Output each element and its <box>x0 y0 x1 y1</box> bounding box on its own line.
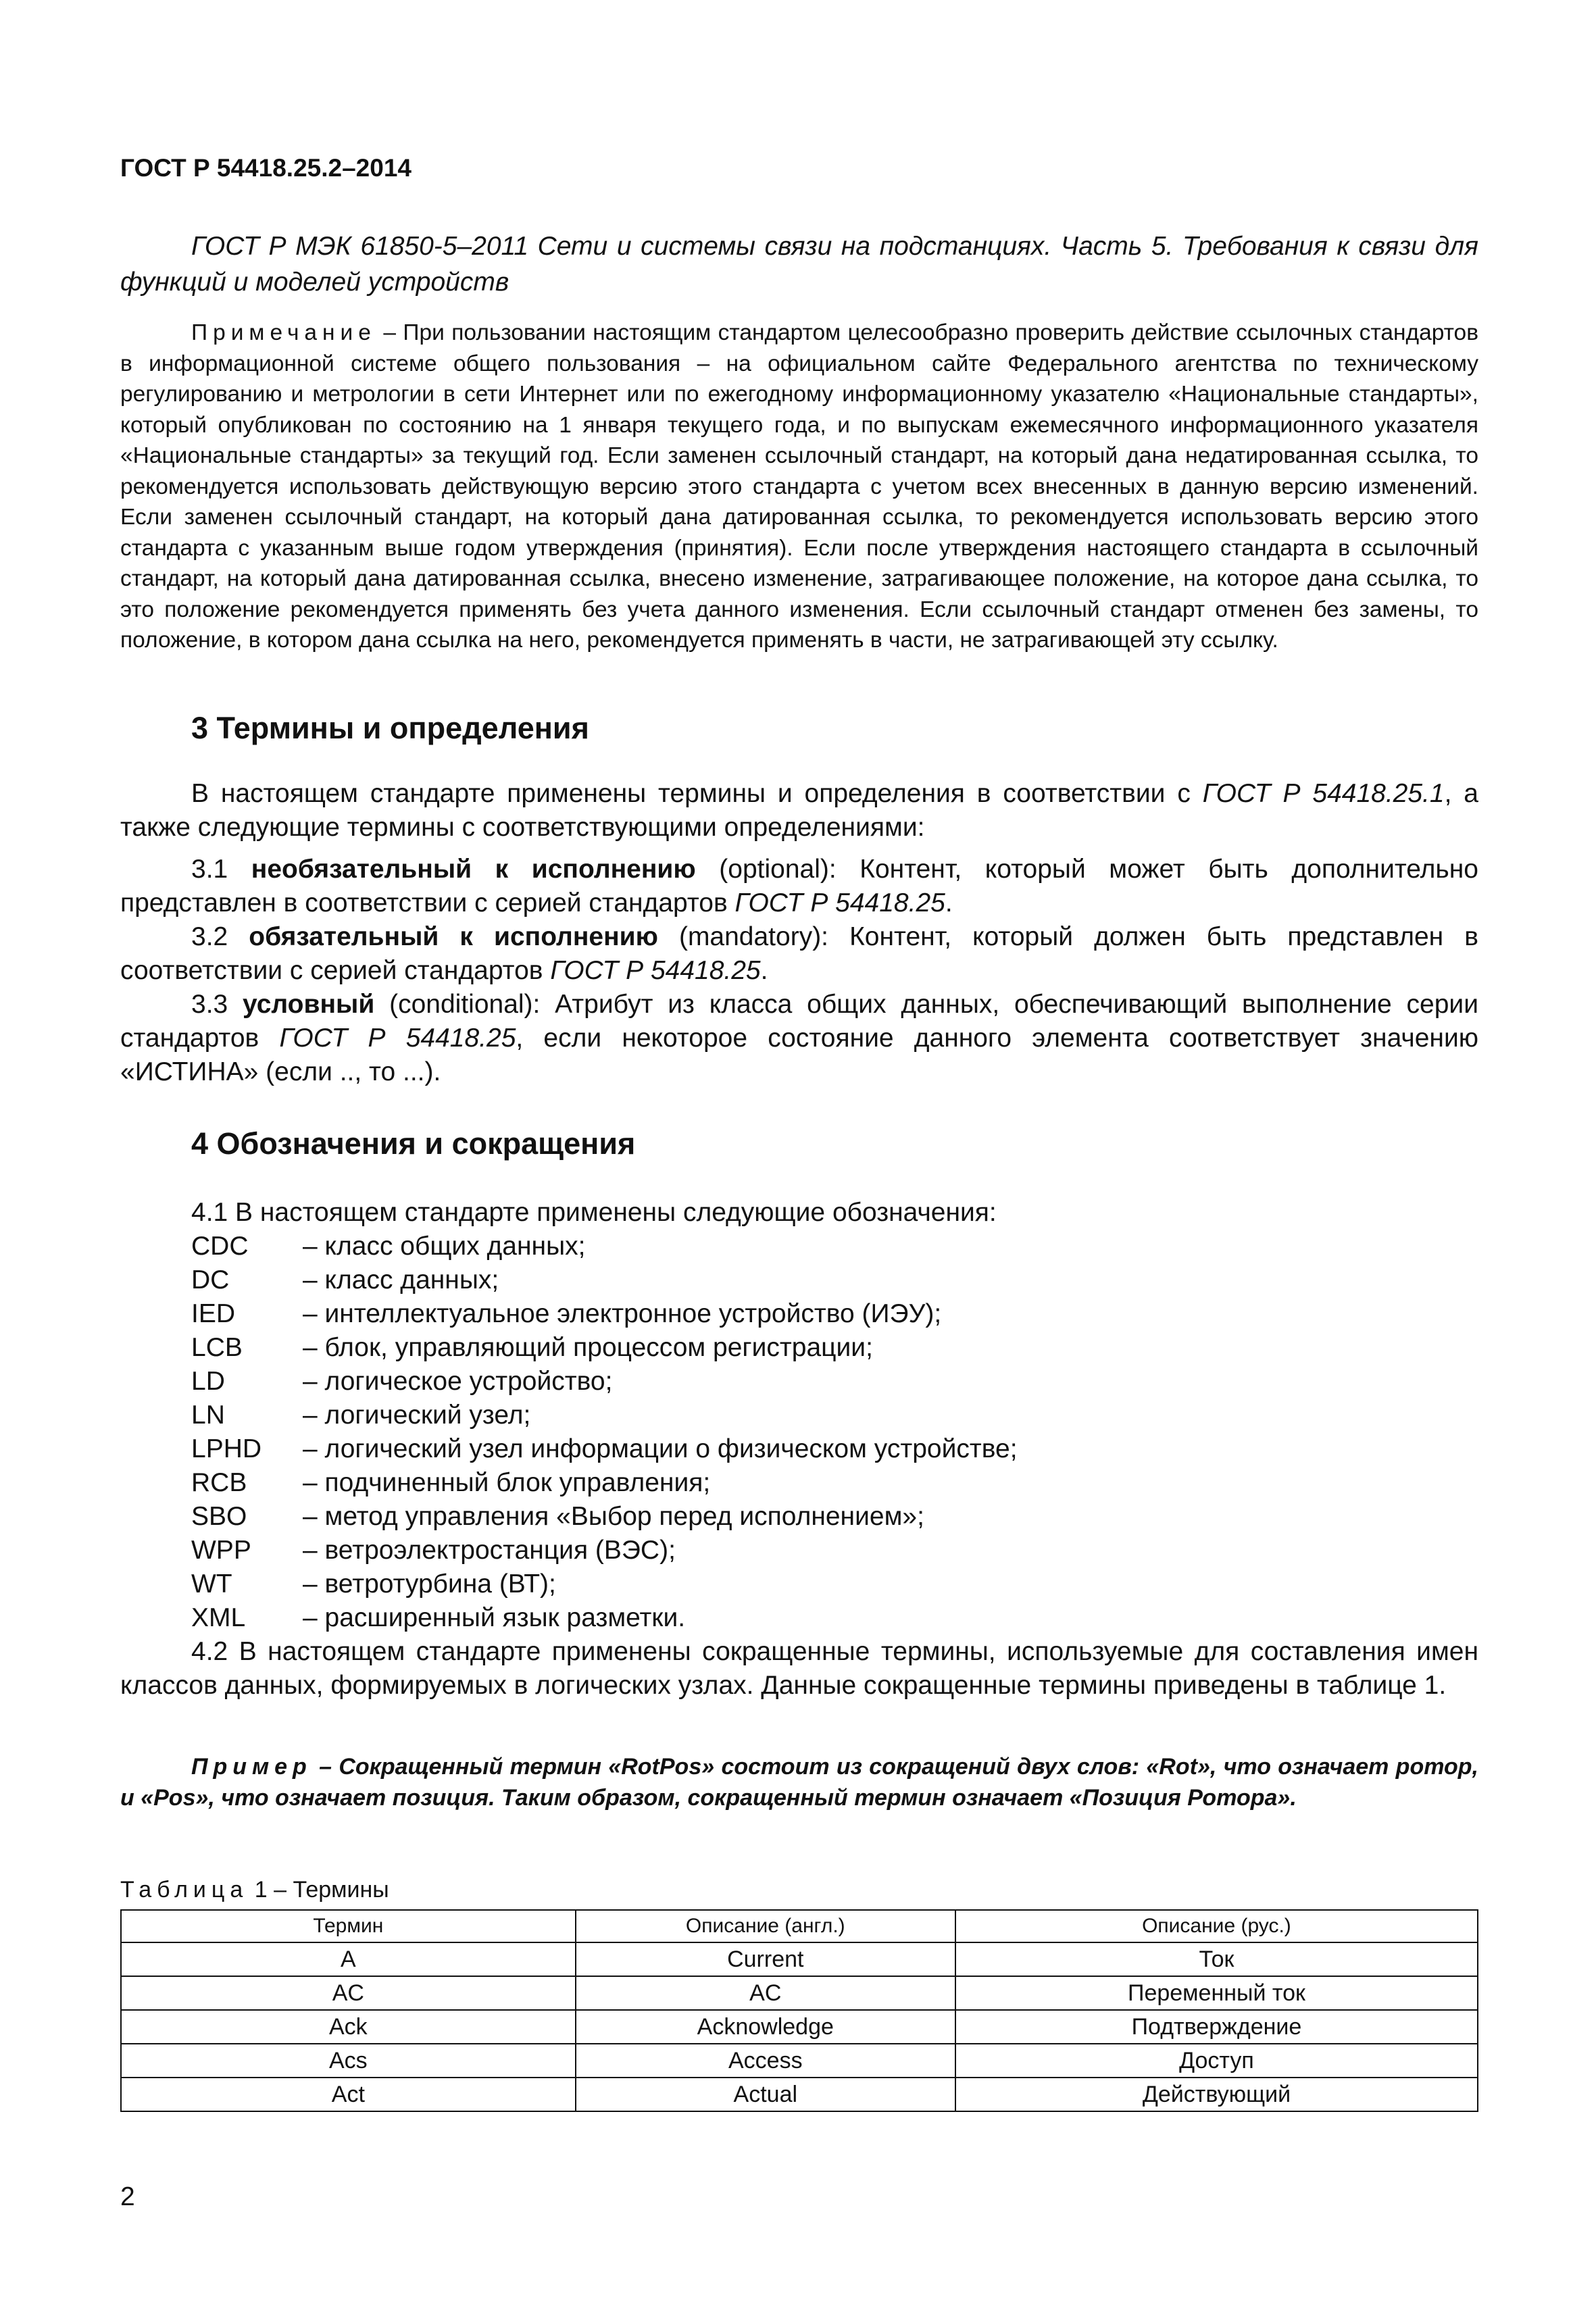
table-cell: AC <box>576 1976 955 2010</box>
table-cell: Acs <box>121 2044 576 2078</box>
term-name: условный <box>243 990 375 1019</box>
note-text: – При пользовании настоящим стандартом целесообразно проверить действие ссылочных стандартов в информационной системе общего пользования – на официальном сайте Федерального агентства по техническому регулированию и метрологии в сети Интернет или по ежегодному информационному указателю «Национальные стандарты», который опубликован по состоянию на 1 января текущего года, и по выпускам ежемесячного информационного указателя «Национальные стандарты» за текущий год. Если заменен ссылочный стандарт, на который дана недатированная ссылка, то рекомендуется использовать действующую версию этого стандарта с учетом всех внесенных в данную версию изменений. Если заменен ссылочный стандарт, на который дана датированная ссылка, то рекомендуется использовать версию этого стандарта с указанным выше годом утверждения (принятия). Если после утверждения настоящего стандарта в ссылочный стандарт, на который дана датированная ссылка, внесено изменение, затрагивающее положение, на которое дана ссылка, то это положение рекомендуется применять без учета данного изменения. Если ссылочный стандарт отменен без замены, то положение, в котором дана ссылка на него, рекомендуется применять в части, не затрагивающей эту ссылку. <box>120 320 1478 653</box>
abbreviation-key: WT <box>191 1569 232 1599</box>
table-cell: Acknowledge <box>576 2010 955 2044</box>
abbreviation-value: – класс данных; <box>303 1265 499 1294</box>
example-text: – Сокращенный термин «RotPos» состоит из сокращений двух слов: «Rot», что означает ротор, и «Pos», что означает позиция. Таким образом, сокращенный термин означает «Позиция Ротора». <box>120 1754 1478 1811</box>
table-caption-label: Таблица <box>120 1877 249 1903</box>
term-reference: ГОСТ Р 54418.25 <box>734 888 945 917</box>
table-cell: Actual <box>576 2078 955 2111</box>
paragraph-4-1: 4.1 В настоящем стандарте применены следующие обозначения: <box>191 1198 997 1227</box>
paragraph-4-2: 4.2 В настоящем стандарте применены сокращенные термины, используемые для составления имен классов данных, формируемых в логических узлах. Данные сокращенные термины приведены в таблице 1. <box>120 1637 1478 1700</box>
table-cell: AC <box>121 1976 576 2010</box>
term-3-1 <box>120 853 1478 920</box>
table-cell: Доступ <box>955 2044 1478 2078</box>
terms-table <box>120 1909 1478 2112</box>
abbreviation-key: XML <box>191 1603 246 1632</box>
term-end: , если некоторое состояние данного элемента соответствует значению «ИСТИНА» (если .., то ...). <box>120 1024 1478 1086</box>
table-cell: Ток <box>955 1942 1478 1976</box>
abbreviation-value: – подчиненный блок управления; <box>303 1468 711 1497</box>
abbreviation-value: – класс общих данных; <box>303 1232 586 1261</box>
table-cell: Current <box>576 1942 955 1976</box>
abbreviation-value: – блок, управляющий процессом регистрации; <box>303 1333 873 1362</box>
abbreviation-key: SBO <box>191 1502 247 1531</box>
table-row <box>121 2044 1478 2078</box>
term-end: . <box>945 888 953 917</box>
table-cell: Act <box>121 2078 576 2111</box>
abbreviation-key: WPP <box>191 1536 251 1565</box>
table-cell: Подтверждение <box>955 2010 1478 2044</box>
table-cell: A <box>121 1942 576 1976</box>
term-end: . <box>760 956 768 985</box>
term-number: 3.3 <box>191 990 243 1019</box>
abbreviation-key: IED <box>191 1299 236 1328</box>
abbreviation-item <box>191 1500 1018 1534</box>
abbreviation-item <box>191 1601 1018 1635</box>
abbreviation-value: – логический узел информации о физическом устройстве; <box>303 1434 1018 1463</box>
abbreviation-key: DC <box>191 1265 230 1294</box>
intro-text-end: , а также следующие термины с соответствующими определениями: <box>120 779 1478 842</box>
example-paragraph <box>120 1751 1478 1813</box>
example-label: Пример <box>191 1754 312 1780</box>
table-caption-text: 1 – Термины <box>248 1877 389 1903</box>
table-header-cell: Описание (рус.) <box>955 1910 1478 1942</box>
abbreviation-key: CDC <box>191 1232 249 1261</box>
abbreviation-item <box>191 1365 1018 1399</box>
abbreviation-item <box>191 1331 1018 1365</box>
table-row <box>121 1942 1478 1976</box>
abbreviation-value: – метод управления «Выбор перед исполнением»; <box>303 1502 924 1531</box>
intro-text: В настоящем стандарте применены термины и определения в соответствии с <box>191 779 1203 808</box>
table-header-cell: Описание (англ.) <box>576 1910 955 1942</box>
section-4-title: 4 Обозначения и сокращения <box>191 1126 636 1161</box>
abbreviation-value: – расширенный язык разметки. <box>303 1603 686 1632</box>
abbreviation-item <box>191 1230 1018 1263</box>
table-row <box>121 2010 1478 2044</box>
abbreviation-value: – логическое устройство; <box>303 1367 613 1396</box>
term-name: обязательный к исполнению <box>249 922 658 951</box>
section-3-title: 3 Термины и определения <box>191 711 589 745</box>
standard-id: ГОСТ Р 54418.25.2–2014 <box>120 154 412 182</box>
table-cell: Действующий <box>955 2078 1478 2111</box>
normative-reference: ГОСТ Р МЭК 61850-5–2011 Сети и системы связи на подстанциях. Часть 5. Требования к связи для функций и моделей устройств <box>120 232 1478 297</box>
term-definition: (conditional): Атрибут из класса общих данных, обеспечивающий выполнение серии стандартов <box>120 990 1478 1053</box>
abbreviation-key: LPHD <box>191 1434 262 1463</box>
term-number: 3.1 <box>191 855 251 884</box>
page-number: 2 <box>120 2182 135 2211</box>
term-3-2 <box>120 920 1478 988</box>
term-name: необязательный к исполнению <box>251 855 696 884</box>
abbreviation-list <box>191 1230 1018 1635</box>
term-definition: (optional): Контент, который может быть дополнительно представлен в соответствии с серией стандартов <box>120 855 1478 917</box>
abbreviation-item <box>191 1432 1018 1466</box>
abbreviation-value: – интеллектуальное электронное устройство (ИЭУ); <box>303 1299 942 1328</box>
table-cell: Переменный ток <box>955 1976 1478 2010</box>
term-number: 3.2 <box>191 922 249 951</box>
table-header-cell: Термин <box>121 1910 576 1942</box>
abbreviation-value: – ветротурбина (ВТ); <box>303 1569 556 1599</box>
term-3-3 <box>120 988 1478 1089</box>
table-header-row <box>121 1910 1478 1942</box>
abbreviation-item <box>191 1263 1018 1297</box>
abbreviation-item <box>191 1534 1018 1567</box>
term-reference: ГОСТ Р 54418.25 <box>550 956 761 985</box>
abbreviation-item <box>191 1399 1018 1432</box>
abbreviation-item <box>191 1466 1018 1500</box>
abbreviation-key: RCB <box>191 1468 247 1497</box>
abbreviation-key: LD <box>191 1367 225 1396</box>
note-paragraph <box>120 318 1478 656</box>
table-caption <box>120 1877 389 1903</box>
abbreviation-item <box>191 1297 1018 1331</box>
abbreviation-item <box>191 1567 1018 1601</box>
intro-reference: ГОСТ Р 54418.25.1 <box>1202 779 1445 808</box>
note-label: Примечание <box>191 320 376 345</box>
term-definition: (mandatory): Контент, который должен быть представлен в соответствии с серией стандартов <box>120 922 1478 985</box>
abbreviation-value: – ветроэлектростанция (ВЭС); <box>303 1536 676 1565</box>
table-cell: Ack <box>121 2010 576 2044</box>
table-row <box>121 1976 1478 2010</box>
section-3-intro <box>120 777 1478 845</box>
abbreviation-value: – логический узел; <box>303 1401 531 1430</box>
table-cell: Access <box>576 2044 955 2078</box>
abbreviation-key: LCB <box>191 1333 243 1362</box>
term-reference: ГОСТ Р 54418.25 <box>279 1024 516 1053</box>
table-row <box>121 2078 1478 2111</box>
abbreviation-key: LN <box>191 1401 225 1430</box>
